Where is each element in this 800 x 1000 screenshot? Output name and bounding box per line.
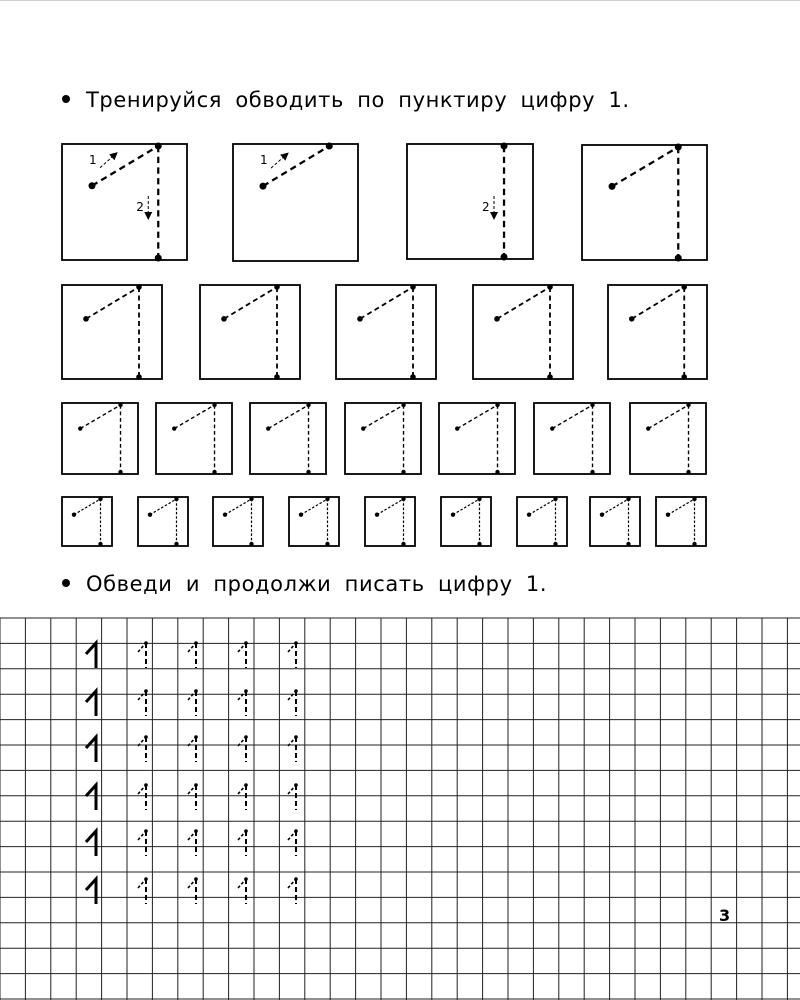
top-dot bbox=[144, 783, 148, 787]
dashed-digit-one bbox=[188, 641, 198, 668]
dashed-diagonal-stroke bbox=[238, 786, 245, 794]
dashed-diagonal-stroke bbox=[188, 692, 195, 700]
top-dot bbox=[244, 877, 248, 881]
dashed-digit-one bbox=[138, 877, 148, 904]
dashed-digit-one bbox=[238, 783, 248, 810]
dashed-diagonal-stroke bbox=[238, 644, 245, 652]
dashed-diagonal-stroke bbox=[188, 786, 195, 794]
dashed-digit-one bbox=[238, 689, 248, 716]
dashed-digit-one bbox=[138, 783, 148, 810]
top-dot bbox=[144, 689, 148, 693]
dashed-digit-one bbox=[288, 829, 298, 856]
dashed-digit-one bbox=[188, 877, 198, 904]
top-dot bbox=[244, 689, 248, 693]
dashed-digit-one bbox=[288, 689, 298, 716]
step-1-label: 1 bbox=[260, 153, 268, 168]
step-2-label: 2 bbox=[482, 200, 490, 214]
dashed-diagonal-stroke bbox=[288, 880, 295, 888]
dashed-digit-one bbox=[138, 689, 148, 716]
instruction-continue-text: Обведи и продолжи писать цифру 1. bbox=[86, 572, 548, 596]
digit-stroke bbox=[86, 785, 96, 810]
dashed-diagonal-stroke bbox=[138, 832, 145, 840]
top-dot bbox=[194, 829, 198, 833]
top-dot bbox=[294, 689, 298, 693]
step-2-label: 2 bbox=[136, 200, 144, 214]
instruction-trace-text: Тренируйся обводить по пунктиру цифру 1. bbox=[86, 88, 630, 112]
top-dot bbox=[144, 641, 148, 645]
dashed-digit-one bbox=[288, 877, 298, 904]
step-1-label: 1 bbox=[89, 152, 97, 167]
dashed-diagonal-stroke bbox=[138, 644, 145, 652]
dashed-digit-one bbox=[138, 735, 148, 762]
digit-stroke bbox=[86, 643, 96, 668]
dashed-digit-one bbox=[138, 829, 148, 856]
top-dot bbox=[194, 877, 198, 881]
dashed-digit-one bbox=[288, 641, 298, 668]
dashed-diagonal-stroke bbox=[238, 692, 245, 700]
dashed-diagonal-stroke bbox=[288, 832, 295, 840]
top-dot bbox=[194, 689, 198, 693]
digit-stroke bbox=[86, 737, 96, 762]
dashed-digit-one bbox=[188, 829, 198, 856]
solid-digit-one bbox=[86, 691, 96, 716]
dashed-digit-one bbox=[288, 783, 298, 810]
dashed-diagonal-stroke bbox=[188, 644, 195, 652]
dashed-digit-one bbox=[238, 735, 248, 762]
top-dot bbox=[244, 735, 248, 739]
page-number: 3 bbox=[719, 906, 731, 925]
dashed-diagonal-stroke bbox=[288, 644, 295, 652]
dashed-digit-one bbox=[188, 689, 198, 716]
dashed-diagonal-stroke bbox=[238, 832, 245, 840]
digit-stroke bbox=[86, 691, 96, 716]
top-dot bbox=[294, 829, 298, 833]
solid-digit-one bbox=[86, 643, 96, 668]
top-dot bbox=[144, 877, 148, 881]
dashed-digit-one bbox=[188, 783, 198, 810]
dashed-digit-one bbox=[238, 829, 248, 856]
top-dot bbox=[244, 641, 248, 645]
top-dot bbox=[294, 641, 298, 645]
solid-digit-one bbox=[86, 785, 96, 810]
top-dot bbox=[194, 783, 198, 787]
top-dot bbox=[294, 783, 298, 787]
top-dot bbox=[244, 783, 248, 787]
dashed-diagonal-stroke bbox=[288, 692, 295, 700]
dashed-digit-one bbox=[138, 641, 148, 668]
dashed-diagonal-stroke bbox=[138, 880, 145, 888]
dashed-digit-one bbox=[188, 735, 198, 762]
top-dot bbox=[144, 735, 148, 739]
dashed-digit-one bbox=[238, 877, 248, 904]
top-dot bbox=[244, 829, 248, 833]
digit-stroke bbox=[86, 879, 96, 904]
top-dot bbox=[144, 829, 148, 833]
solid-digit-one bbox=[86, 737, 96, 762]
top-dot bbox=[194, 735, 198, 739]
dashed-diagonal-stroke bbox=[138, 786, 145, 794]
dashed-digit-one bbox=[238, 641, 248, 668]
dashed-diagonal-stroke bbox=[138, 692, 145, 700]
top-dot bbox=[294, 735, 298, 739]
dashed-diagonal-stroke bbox=[188, 880, 195, 888]
dashed-diagonal-stroke bbox=[238, 880, 245, 888]
dashed-digit-one bbox=[288, 735, 298, 762]
solid-digit-one bbox=[86, 879, 96, 904]
top-dot bbox=[194, 641, 198, 645]
digit-stroke bbox=[86, 831, 96, 856]
solid-digit-one bbox=[86, 831, 96, 856]
top-dot bbox=[294, 877, 298, 881]
dashed-diagonal-stroke bbox=[288, 786, 295, 794]
dashed-diagonal-stroke bbox=[188, 832, 195, 840]
